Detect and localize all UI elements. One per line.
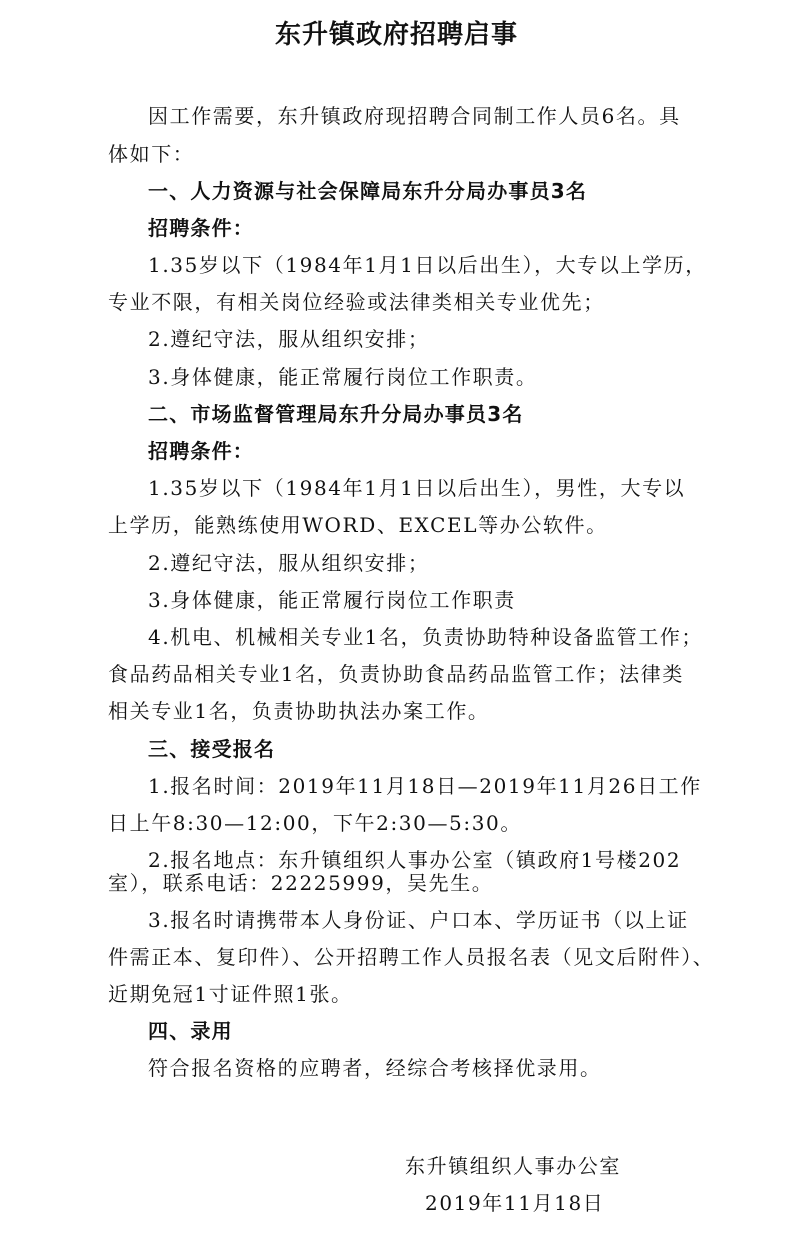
paragraph-line: 件需正本、复印件）、公开招聘工作人员报名表（见文后附件）、 <box>108 945 715 969</box>
paragraph-line: 符合报名资格的应聘者，经综合考核择优录用。 <box>148 1056 602 1080</box>
paragraph-line: 因工作需要，东升镇政府现招聘合同制工作人员6名。具 <box>148 104 681 128</box>
paragraph-line: 3.身体健康，能正常履行岗位工作职责 <box>148 588 516 612</box>
paragraph-line: 日上午8:30—12:00，下午2:30—5:30。 <box>108 811 522 835</box>
section-heading: 四、录用 <box>148 1019 233 1043</box>
paragraph-line: 室），联系电话：22225999，吴先生。 <box>108 871 494 895</box>
paragraph-line: 近期免冠1寸证件照1张。 <box>108 982 353 1006</box>
section-heading: 三、接受报名 <box>148 737 276 761</box>
paragraph-line: 食品药品相关专业1名，负责协助食品药品监管工作；法律类 <box>108 662 684 686</box>
subsection-heading: 招聘条件： <box>148 439 254 463</box>
subsection-heading: 招聘条件： <box>148 216 254 240</box>
document-title: 东升镇政府招聘启事 <box>274 20 518 50</box>
paragraph-line: 相关专业1名，负责协助执法办案工作。 <box>108 699 490 723</box>
signature-date: 2019年11月18日 <box>425 1191 605 1215</box>
signature-office: 东升镇组织人事办公室 <box>405 1154 621 1178</box>
paragraph-line: 2.报名地点：东升镇组织人事办公室（镇政府1号楼202 <box>148 848 682 872</box>
paragraph-line: 1.35岁以下（1984年1月1日以后出生），男性，大专以 <box>148 476 686 500</box>
paragraph-line: 体如下： <box>108 142 195 166</box>
paragraph-line: 1.35岁以下（1984年1月1日以后出生），大专以上学历， <box>148 253 707 277</box>
paragraph-line: 2.遵纪守法，服从组织安排； <box>148 551 430 575</box>
section-heading: 二、市场监督管理局东升分局办事员3名 <box>148 402 524 426</box>
paragraph-line: 1.报名时间：2019年11月18日—2019年11月26日工作 <box>148 774 702 798</box>
section-heading: 一、人力资源与社会保障局东升分局办事员3名 <box>148 179 588 203</box>
paragraph-line: 专业不限，有相关岗位经验或法律类相关专业优先； <box>108 290 605 314</box>
paragraph-line: 2.遵纪守法，服从组织安排； <box>148 327 430 351</box>
paragraph-line: 3.身体健康，能正常履行岗位工作职责。 <box>148 365 538 389</box>
paragraph-line: 3.报名时请携带本人身份证、户口本、学历证书（以上证 <box>148 908 689 932</box>
paragraph-line: 上学历，能熟练使用WORD、EXCEL等办公软件。 <box>108 513 608 537</box>
paragraph-line: 4.机电、机械相关专业1名，负责协助特种设备监管工作； <box>148 625 704 649</box>
